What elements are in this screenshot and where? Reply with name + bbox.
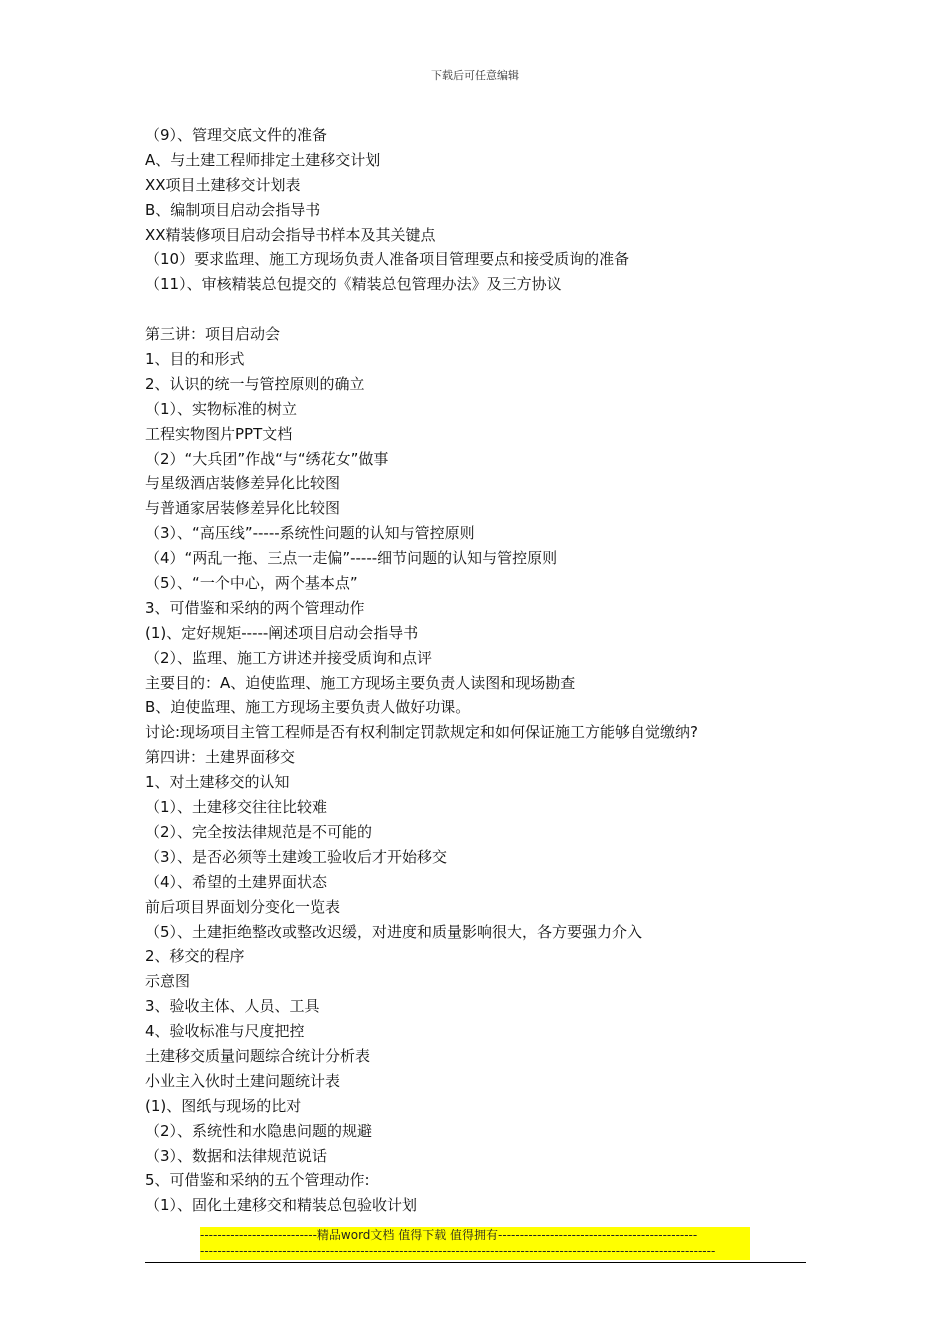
text-line: 第三讲：项目启动会 [145, 325, 281, 344]
footer-banner-line-1: ---------------------------精品word文档 值得下载 值得拥有---------------------------------------------- [200, 1228, 698, 1242]
text-line: （2）、监理、施工方讲述并接受质询和点评 [145, 648, 433, 667]
text-line: 示意图 [145, 972, 191, 991]
text-line: 主要目的：A、迫使监理、施工方现场主要负责人读图和现场勘查 [145, 673, 576, 692]
text-line: XX项目土建移交计划表 [145, 175, 301, 194]
text-line: （9）、管理交底文件的准备 [145, 126, 328, 144]
text-line: 讨论:现场项目主管工程师是否有权利制定罚款规定和如何保证施工方能够自觉缴纳? [145, 723, 699, 742]
text-line: 4、验收标准与尺度把控 [145, 1022, 305, 1041]
page-header: 下载后可任意编辑 [431, 69, 519, 82]
text-line: （4）“两乱一拖、三点一走偏”-----细节问题的认知与管控原则 [145, 549, 558, 568]
text-line: 1、目的和形式 [145, 350, 245, 369]
text-line: （1）、实物标准的树立 [145, 399, 298, 418]
text-line: （2）、完全按法律规范是不可能的 [145, 822, 373, 841]
text-line: (1)、定好规矩-----阐述项目启动会指导书 [145, 623, 419, 642]
text-line: 2、认识的统一与管控原则的确立 [145, 374, 365, 393]
text-line: （1）、土建移交往往比较难 [145, 798, 328, 817]
text-line [145, 297, 825, 322]
text-line: （10）要求监理、施工方现场负责人准备项目管理要点和接受质询的准备 [145, 250, 630, 269]
text-line: 第四讲：土建界面移交 [145, 748, 296, 767]
text-line: （11）、审核精装总包提交的《精装总包管理办法》及三方协议 [145, 275, 562, 294]
footer-banner [200, 1227, 750, 1260]
text-line: 与星级酒店装修差异化比较图 [145, 474, 341, 493]
text-line: 与普通家居装修差异化比较图 [145, 499, 341, 518]
footer-banner-line-2: ----------------------------------------------------------------------------------------------------------------------- [200, 1244, 716, 1258]
footer-divider [145, 1262, 806, 1263]
text-line: 3、可借鉴和采纳的两个管理动作 [145, 598, 365, 617]
text-line: 2、移交的程序 [145, 947, 245, 966]
text-line: (1)、图纸与现场的比对 [145, 1096, 302, 1115]
text-line: 工程实物图片PPT文档 [145, 424, 293, 443]
text-line: （5）、土建拒绝整改或整改迟缓，对进度和质量影响很大，各方要强力介入 [145, 922, 643, 941]
text-line: （2）、系统性和水隐患问题的规避 [145, 1121, 373, 1140]
text-line: 1、对土建移交的认知 [145, 773, 290, 792]
text-line: （3）、数据和法律规范说话 [145, 1146, 328, 1165]
text-line: XX精装修项目启动会指导书样本及其关键点 [145, 225, 436, 244]
text-line: 小业主入伙时土建问题统计表 [145, 1071, 341, 1090]
text-line: 土建移交质量问题综合统计分析表 [145, 1046, 371, 1065]
text-line: B、编制项目启动会指导书 [145, 200, 321, 219]
text-line: （2）“大兵团”作战“与“绣花女”做事 [145, 449, 389, 468]
text-line: 3、验收主体、人员、工具 [145, 997, 320, 1016]
text-line: （4）、希望的土建界面状态 [145, 872, 328, 891]
text-line: 5、可借鉴和采纳的五个管理动作: [145, 1171, 370, 1190]
text-line: 前后项目界面划分变化一览表 [145, 897, 341, 916]
document-body [145, 123, 825, 1218]
text-line: A、与土建工程师排定土建移交计划 [145, 150, 381, 169]
text-line: （3）、是否必须等土建竣工验收后才开始移交 [145, 847, 448, 866]
text-line: （1）、固化土建移交和精装总包验收计划 [145, 1196, 418, 1215]
text-line: B、迫使监理、施工方现场主要负责人做好功课。 [145, 698, 471, 717]
text-line: （3）、“高压线”-----系统性问题的认知与管控原则 [145, 524, 475, 543]
text-line: （5）、“一个中心，两个基本点” [145, 574, 358, 593]
